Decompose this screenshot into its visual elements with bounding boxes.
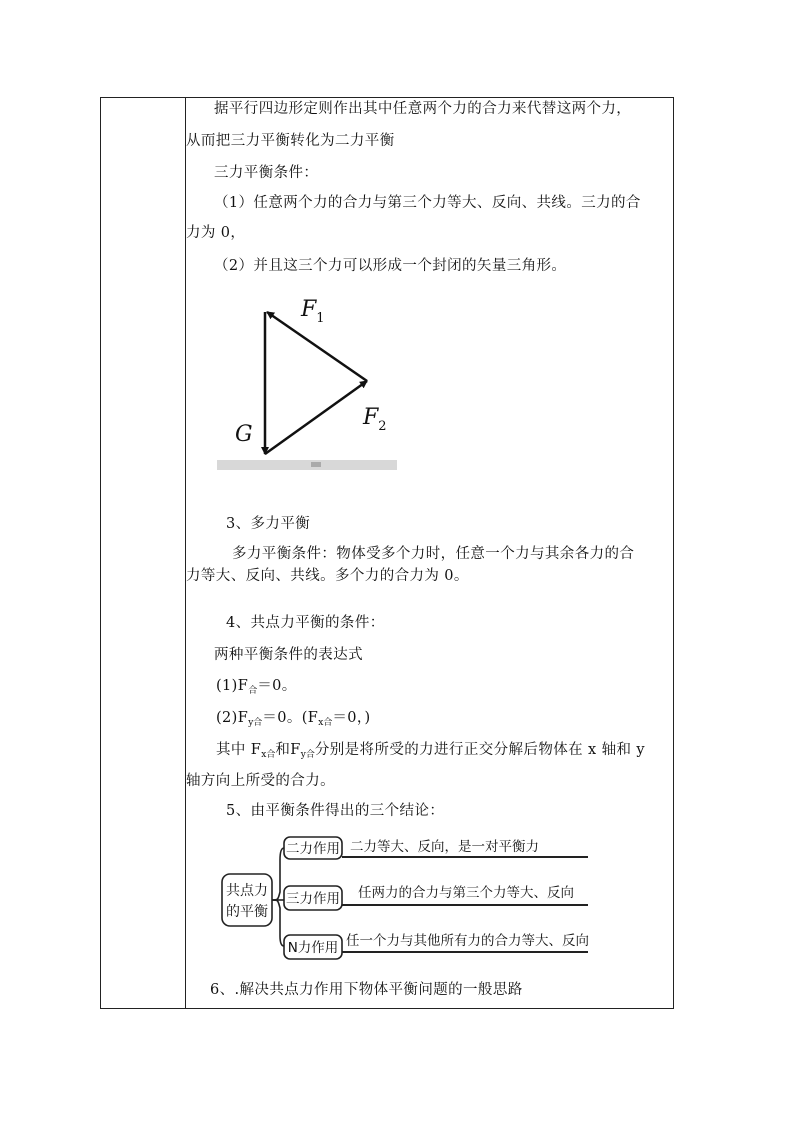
vector-f2 [265, 381, 367, 454]
map-root-line1: 共点力 [226, 883, 268, 899]
paragraph-parallelogram-line1: 据平行四边形定则作出其中任意两个力的合力来代替这两个力， [214, 101, 632, 117]
svg-text:N力作用: N力作用 [287, 940, 339, 956]
label-g: G [235, 422, 253, 447]
condition-2: （2）并且这三个力可以形成一个封闭的矢量三角形。 [214, 258, 567, 274]
section-3-line2: 力等大、反向、共线。多个力的合力为 0。 [186, 568, 469, 584]
condition-1-line2: 力为 0， [186, 225, 246, 241]
three-force-condition-heading: 三力平衡条件： [214, 165, 319, 181]
map-root-line2: 的平衡 [226, 904, 268, 920]
label-f1: $F_1$ [301, 297, 325, 326]
paragraph-parallelogram-line2: 从而把三力平衡转化为二力平衡 [186, 133, 395, 149]
map-desc-two-force: 二力等大、反向，是一对平衡力 [350, 839, 539, 855]
condition-1-line1: （1）任意两个力的合力与第三个力等大、反向、共线。三力的合 [214, 195, 641, 211]
force-triangle-diagram [215, 290, 400, 472]
equilibrium-mind-map [220, 830, 590, 962]
equation-1: $(1)F_合=0$。 [216, 678, 297, 696]
section-4-subtitle: 两种平衡条件的表达式 [214, 647, 363, 663]
svg-text:二力作用: 二力作用 [286, 841, 340, 857]
section-3-title: 3、多力平衡 [226, 516, 311, 532]
left-column-cell [101, 98, 186, 1008]
equation-2: $(2)F_{y合}=0$。($F_{x合}=0$，) [216, 710, 371, 728]
map-desc-n-force: 任一个力与其他所有力的合力等大、反向 [346, 933, 589, 949]
section-4-title: 4、共点力平衡的条件： [226, 615, 385, 631]
map-desc-three-force: 任两力的合力与第三个力等大、反向 [358, 885, 574, 901]
section-5-title: 5、由平衡条件得出的三个结论： [226, 803, 445, 819]
orthogonal-note-line1: 其中 $F_{x合}$和$F_{y合}$分别是将所受的力进行正交分解后物体在 x 轴和 y [216, 742, 646, 760]
orthogonal-note-line2: 轴方向上所受的合力。 [186, 773, 335, 789]
label-f2: $F_2$ [363, 405, 387, 434]
svg-text:三力作用: 三力作用 [286, 891, 340, 907]
section-3-line1: 多力平衡条件：物体受多个力时，任意一个力与其余各力的合 [232, 546, 635, 562]
section-6-title: 6、.解决共点力作用下物体平衡问题的一般思路 [210, 982, 523, 998]
